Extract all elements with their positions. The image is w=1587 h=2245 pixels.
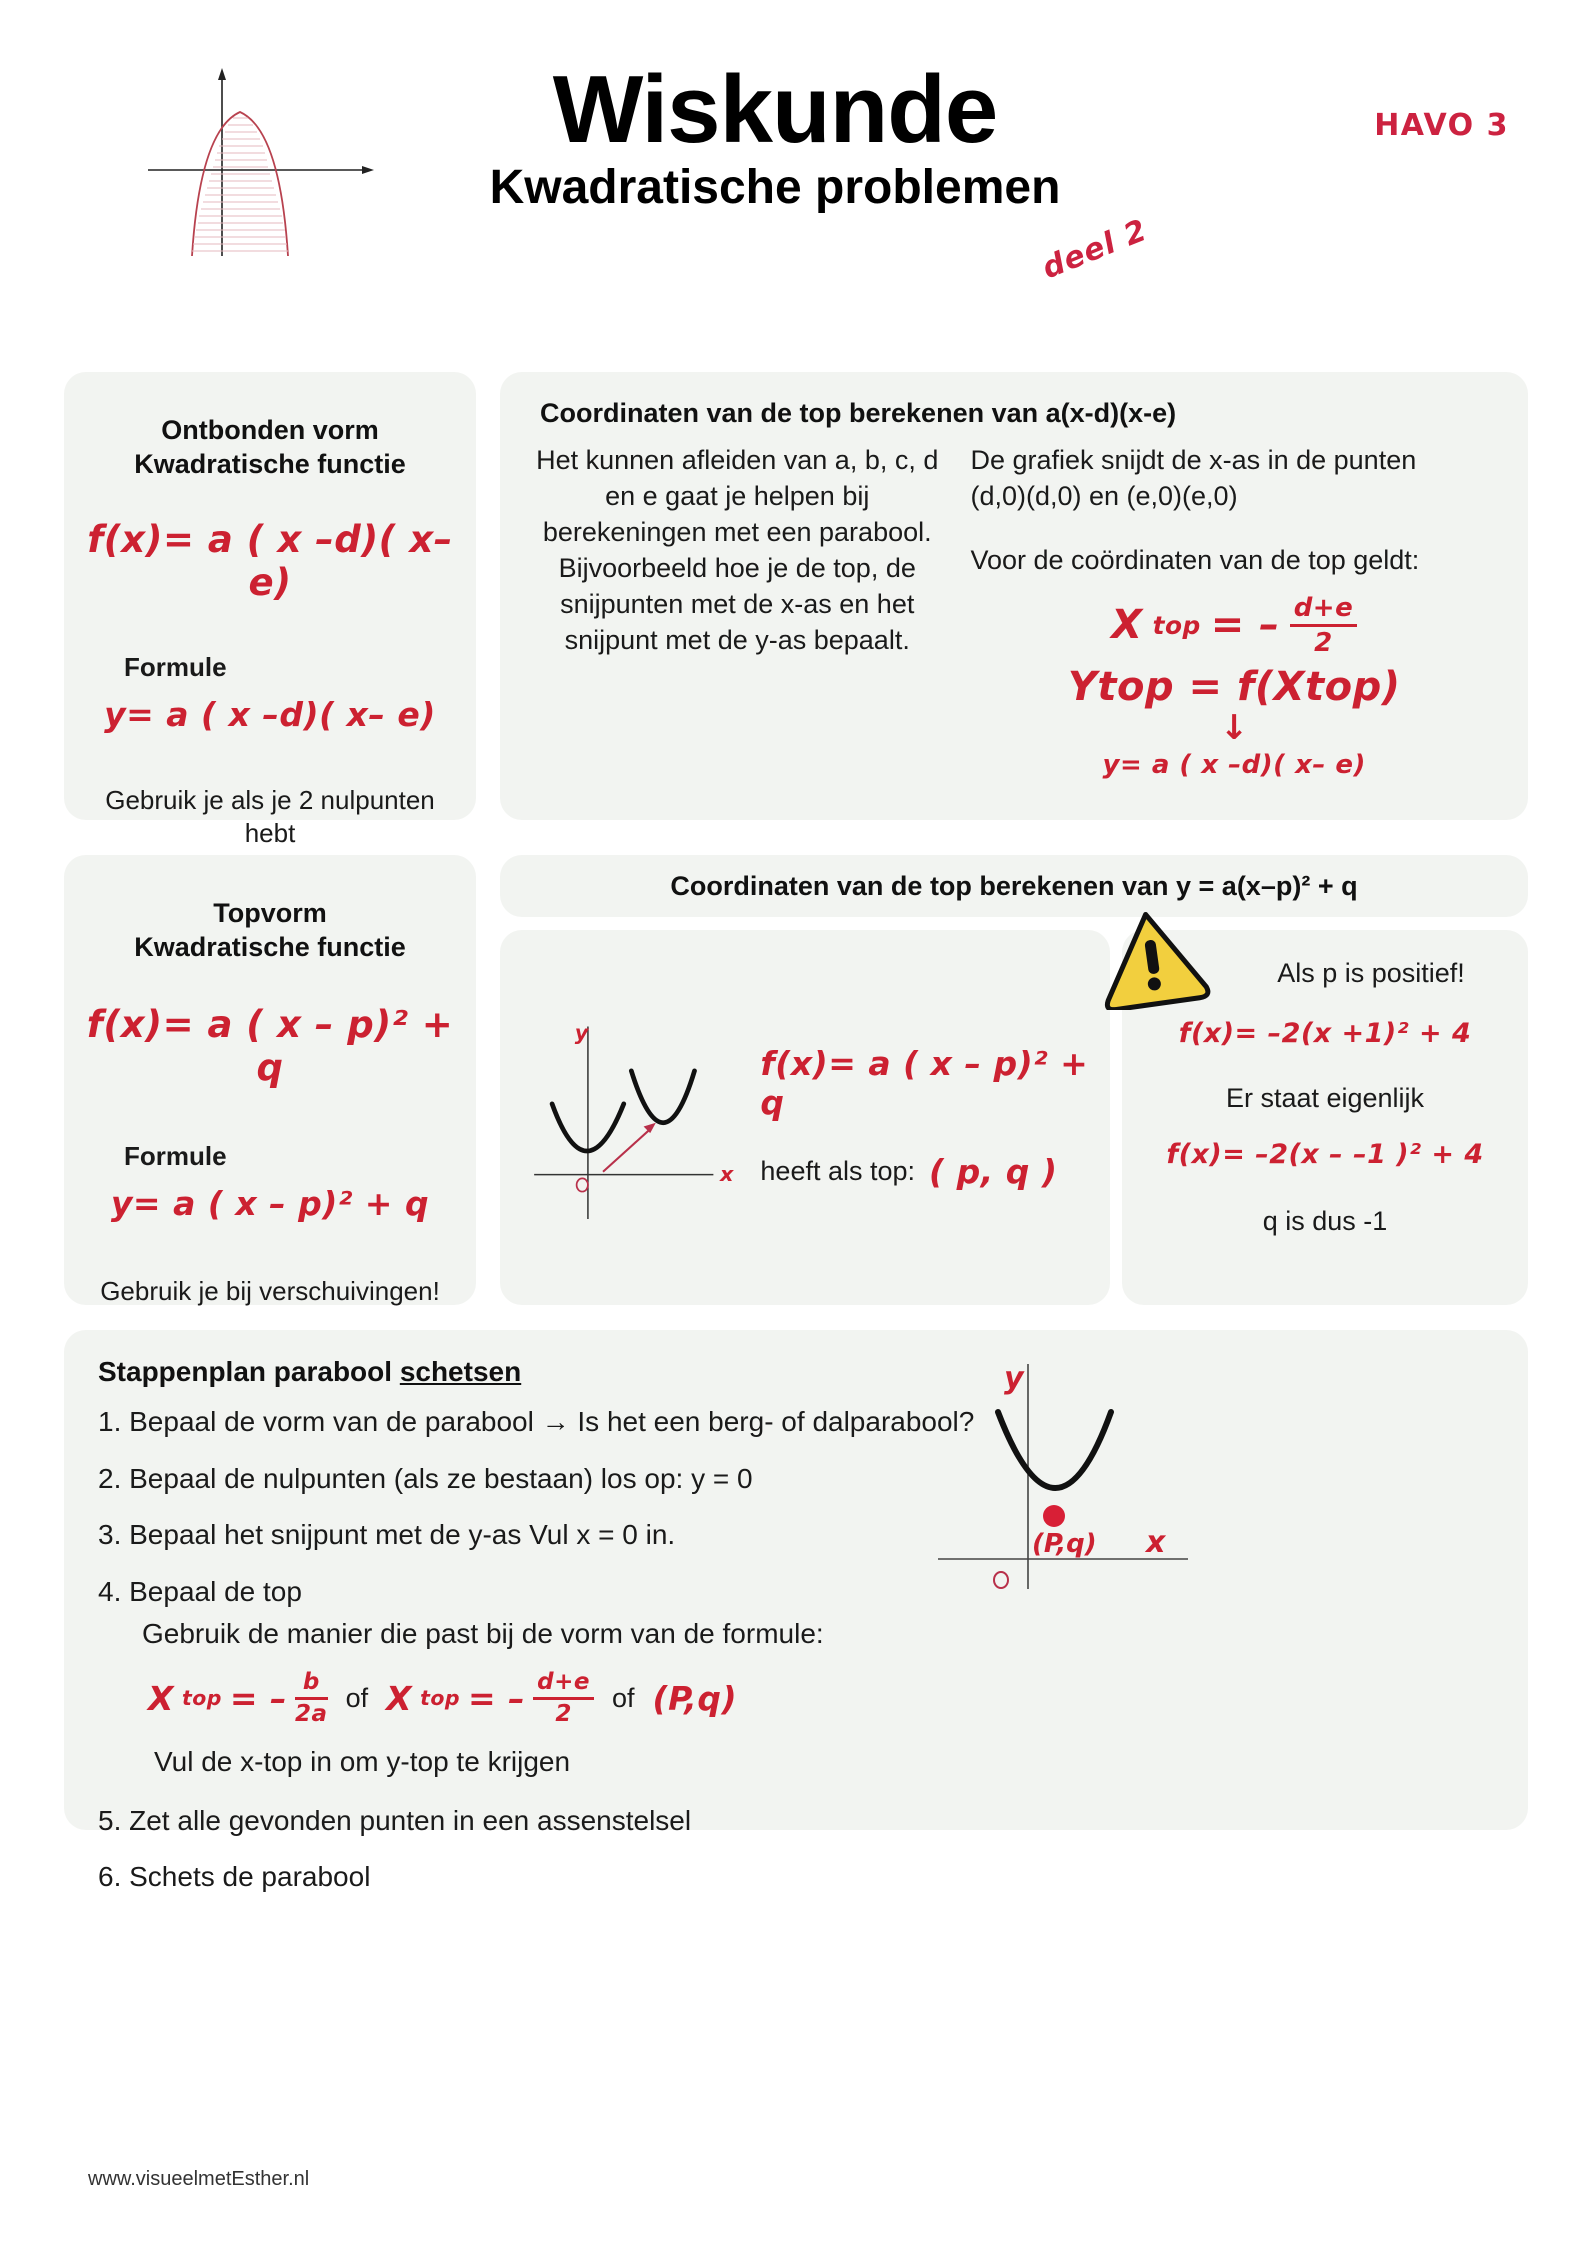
stappenplan-heading <box>98 1356 1494 1388</box>
list-item: 6. Schets de parabool <box>98 1861 371 1893</box>
list-item: 1. Bepaal de vorm van de parabool → Is het een berg- of dalparabool? <box>98 1406 975 1437</box>
step4-formula-row <box>148 1668 1494 1727</box>
xtop-equals-b: = – <box>468 1678 526 1718</box>
card-heading-topvorm <box>86 897 454 965</box>
card-note-topvorm: Gebruik je bij verschuivingen! <box>100 1275 440 1306</box>
formula-xtop-b2a <box>148 1668 328 1727</box>
formula-y-ontbonden: y= a ( x –d)( x– e) <box>104 694 436 734</box>
stappenplan-heading-underlined: schetsen <box>399 1356 522 1387</box>
warning-middle-text: Er staat eigenlijk <box>1225 1082 1425 1113</box>
fraction-denominator-2: 2 <box>555 1700 572 1727</box>
xtop-symbol-a: X <box>148 1678 174 1718</box>
warning-formula-2: f(x)= –2(x – –1 )² + 4 <box>1166 1138 1484 1170</box>
fraction-denominator-2a: 2a <box>295 1700 328 1727</box>
panel-banner-topvorm <box>500 855 1528 917</box>
list-item: 3. Bepaal het snijpunt met de y-as Vul x = 0 in. <box>98 1519 676 1551</box>
panel-right-line1: De grafiek snijdt de x-as in de punten <box>970 445 1417 475</box>
xtop-symbol: X <box>1111 602 1143 649</box>
parabola-top-graph <box>928 1344 1228 1594</box>
footer-url: www.visueelmetEsther.nl <box>88 2168 310 2190</box>
heeft-als-top-label: heeft als top: <box>760 1155 916 1186</box>
card-ontbonden-vorm <box>64 372 476 849</box>
formula-ytop-ontbonden: Ytop = f(Xtop) <box>1067 663 1401 710</box>
warning-triangle-icon <box>1094 902 1214 1010</box>
xtop-subscript-b: top <box>420 1686 461 1711</box>
page-title: Wiskunde <box>552 56 998 163</box>
panel-top-ontbonden <box>500 372 1528 820</box>
panel-right-line2: (d,0)(d,0) en (e,0)(e,0) <box>970 480 1238 511</box>
panel-graph-topvorm <box>500 930 1110 1305</box>
card-note-ontbonden: Gebruik je als je 2 nulpunten hebt <box>105 784 435 849</box>
fraction-b-2a <box>295 1668 328 1727</box>
fraction-de-2 <box>533 1668 594 1727</box>
graph-y-axis-label: y <box>574 1020 589 1045</box>
graph3-point-label: (P,q) <box>1032 1529 1097 1559</box>
of-label-2: of <box>612 1682 635 1713</box>
graph3-x-axis-label: x <box>1146 1525 1166 1560</box>
panel-left-text: Het kunnen afleiden van a, b, c, d en e gaat je helpen bij berekeningen met een parabool. Bijvoorbeeld hoe je de top, de snijpunten met de x-as en het snijpunt met de y-as bepaalt. <box>536 445 939 655</box>
warning-conclusion: q is dus -1 <box>1262 1205 1388 1236</box>
warning-formula-1: f(x)= –2(x +1)² + 4 <box>1178 1017 1472 1049</box>
level-badge: HAVO 3 <box>1374 108 1509 143</box>
panel-banner-text: Coordinaten van de top berekenen van y = a(x–p)² + q <box>670 870 1358 901</box>
page-header <box>0 0 1587 300</box>
list-item: 5. Zet alle gevonden punten in een assenstelsel <box>98 1804 692 1836</box>
step4-subtext: Gebruik de manier die past bij de vorm van de formule: <box>142 1618 824 1650</box>
xtop-denominator: 2 <box>1314 627 1333 658</box>
parabola-shift-graph <box>520 993 746 1243</box>
warning-headline: Als p is positief! <box>1277 958 1465 988</box>
card-heading-topvorm-line1: Topvorm <box>213 898 327 928</box>
arrow-down-icon: ↓ <box>1219 707 1249 748</box>
graph3-y-axis-label: y <box>1004 1361 1024 1396</box>
panel-warning <box>1122 930 1528 1305</box>
card-heading-line2: Kwadratische functie <box>134 448 406 479</box>
xtop-equals-a: = – <box>229 1678 288 1718</box>
page-subtitle: Kwadratische problemen <box>489 161 1061 214</box>
title-block <box>455 56 1095 214</box>
formula-xtop-de2 <box>386 1668 594 1727</box>
stappenplan-steps <box>98 1402 1494 1898</box>
of-label-1: of <box>345 1682 369 1713</box>
formule-label-ontbonden: Formule <box>124 651 227 682</box>
pq-value: (P,q) <box>652 1678 738 1718</box>
formula-xtop-ontbonden <box>970 592 1498 658</box>
formula-fx-ontbonden: f(x)= a ( x –d)( x– e) <box>87 517 453 604</box>
fraction-bar <box>295 1697 328 1700</box>
graph-x-axis-label: x <box>719 1161 734 1186</box>
fraction-numerator-de: d+e <box>537 1668 590 1695</box>
xtop-subscript: top <box>1152 610 1201 640</box>
card-heading-line1: Ontbonden vorm <box>161 415 379 445</box>
fraction-bar <box>533 1697 594 1700</box>
xtop-numerator: d+e <box>1293 592 1354 623</box>
formula-topvorm-graph: f(x)= a ( x – p)² + q <box>760 1044 1089 1122</box>
deel-annotation: deel 2 <box>1037 212 1153 287</box>
xtop-subscript-a: top <box>181 1686 222 1711</box>
stappenplan-heading-plain: Stappenplan parabool <box>98 1356 400 1387</box>
fraction-bar <box>1290 624 1358 627</box>
formula-y-topvorm: y= a ( x – p)² + q <box>110 1183 430 1223</box>
xtop-symbol-b: X <box>386 1678 413 1718</box>
card-heading <box>86 414 454 482</box>
step4-note: Vul de x-top in om y-top te krijgen <box>154 1745 571 1777</box>
formule-label-topvorm: Formule <box>124 1140 227 1171</box>
card-topvorm <box>64 855 476 1305</box>
list-item: 4. Bepaal de top <box>98 1575 302 1607</box>
top-value-pq: ( p, q ) <box>929 1152 1058 1191</box>
panel-stappenplan <box>64 1330 1528 1893</box>
formula-ytop-expanded: y= a ( x –d)( x– e) <box>1102 749 1366 780</box>
xtop-fraction <box>1290 592 1358 658</box>
panel-heading-ontbonden: Coordinaten van de top berekenen van a(x-d)(x-e) <box>540 398 1177 428</box>
list-item: 2. Bepaal de nulpunten (als ze bestaan) los op: y = 0 <box>98 1462 753 1494</box>
fraction-numerator-b: b <box>302 1668 320 1695</box>
xtop-equals: = – <box>1210 602 1280 649</box>
parabola-logo-icon <box>140 60 380 260</box>
card-heading-topvorm-line2: Kwadratische functie <box>134 931 406 962</box>
formula-fx-topvorm: f(x)= a ( x – p)² + q <box>86 1002 454 1089</box>
panel-right-line3: Voor de coördinaten van de top geldt: <box>970 544 1420 575</box>
